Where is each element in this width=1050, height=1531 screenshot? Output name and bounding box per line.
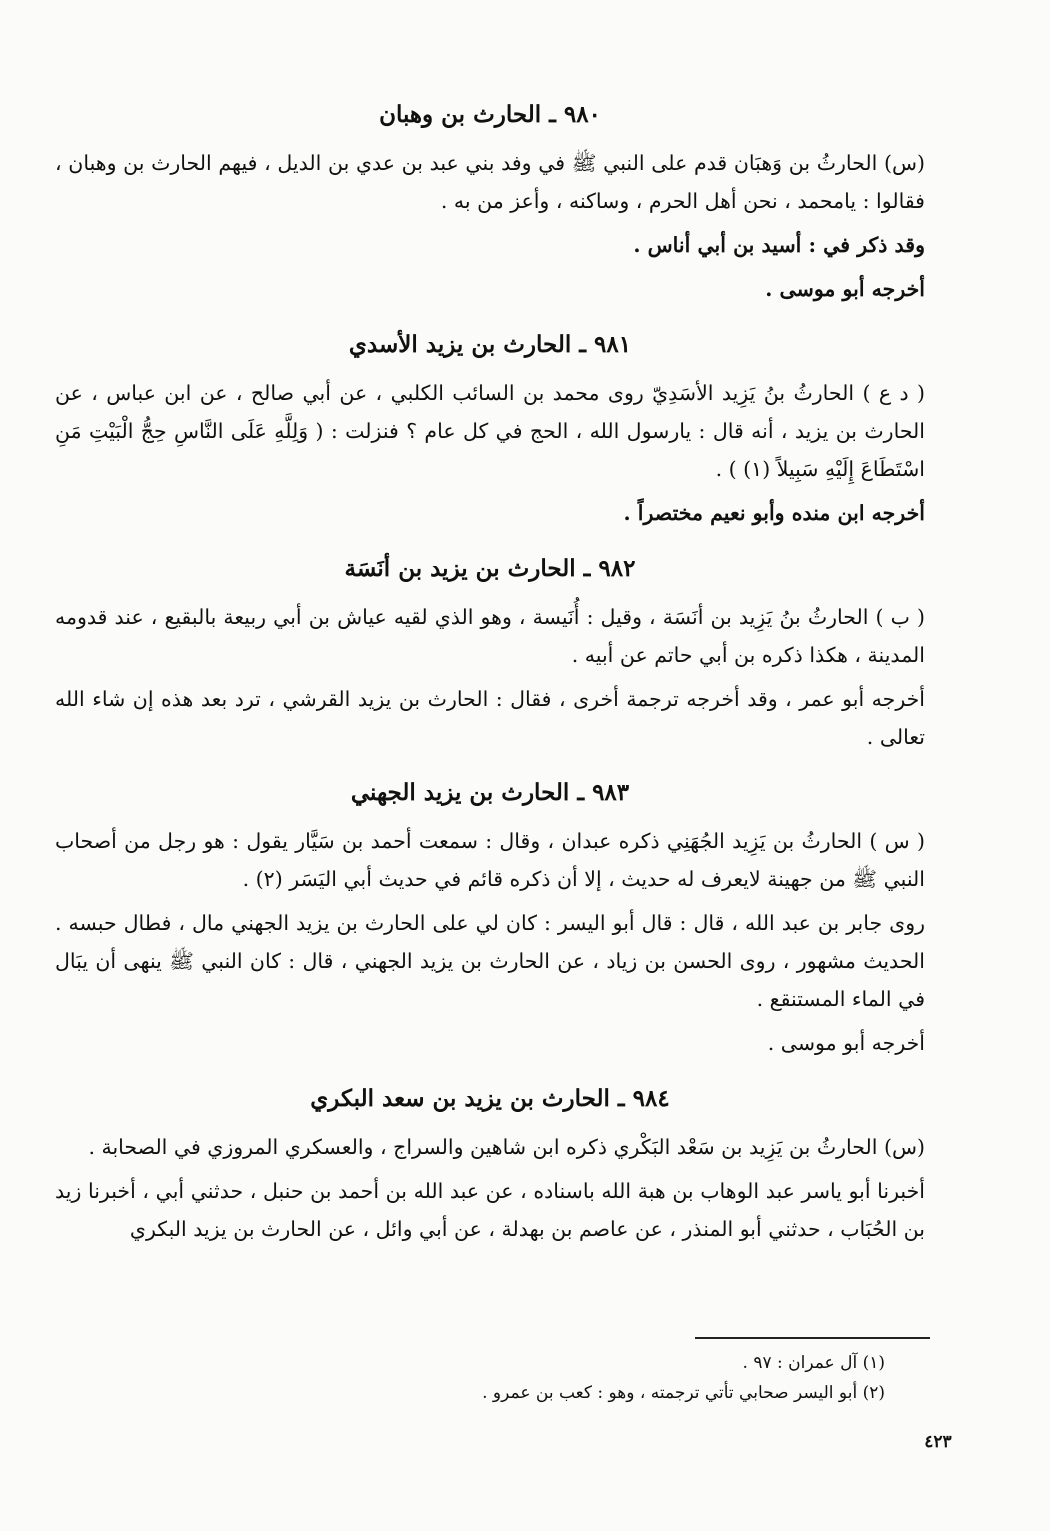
entry-paragraph: (س) الحارثُ بن وَهبَان قدم على النبي ﷺ في وفد بني عبد بن عدي بن الديل ، فيهم الحارث بن وهبان ، فقالوا : يامحمد ، نحن أهل الحرم ، وساكنه ، وأعز من به .: [55, 151, 925, 213]
entry-paragraph: ( د ع ) الحارثُ بنُ يَزِيد الأسَدِيّ روى محمد بن السائب الكلبي ، عن أبي صالح ، عن ابن عباس ، عن الحارث بن يزيد ، أنه قال : يارسول الله ، الحج في كل عام ؟ فنزلت : ( وَلِلَّهِ عَلَى النَّاسِ حِجُّ الْبَيْتِ مَنِ اسْتَطَاعَ إِلَيْهِ سَبِيلاً (١) ) .: [55, 381, 925, 481]
entry-source: أخرجه ابن منده وأبو نعيم مختصراً .: [623, 501, 925, 525]
entry-source: أخرجه أبو موسى .: [767, 1031, 925, 1055]
entry-983: [55, 778, 925, 1062]
entry-984: [55, 1084, 925, 1248]
footnote-divider: [695, 1337, 930, 1339]
entry-heading: ٩٨٠ ـ الحارث بن وهبان: [379, 101, 601, 128]
entry-heading: ٩٨١ ـ الحارث بن يزيد الأسدي: [348, 331, 632, 358]
footnotes: [300, 1348, 885, 1408]
footnote-2: (٢) أبو اليسر صحابي تأتي ترجمته ، وهو : كعب بن عمرو .: [482, 1383, 885, 1403]
entry-source: أخرجه أبو موسى .: [765, 277, 925, 301]
entry-source: أخرجه أبو عمر ، وقد أخرجه ترجمة أخرى ، فقال : الحارث بن يزيد القرشي ، ترد بعد هذه إن شاء الله تعالى .: [55, 687, 925, 749]
entry-982: [55, 554, 925, 756]
entry-heading: ٩٨٢ ـ الحارث بن يزيد بن أنَسَة: [344, 555, 636, 582]
entry-heading: ٩٨٤ ـ الحارث بن يزيد بن سعد البكري: [310, 1085, 670, 1112]
entry-paragraph: روى جابر بن عبد الله ، قال : قال أبو اليسر : كان لي على الحارث بن يزيد الجهني مال ، فطال حبسه . الحديث مشهور ، روى الحسن بن زياد ، عن الحارث بن يزيد الجهني ، قال : كان النبي ﷺ ينهى أن يبَال في الماء المستنقع .: [55, 911, 925, 1011]
entry-paragraph: ( س ) الحارثُ بن يَزِيد الجُهَنِي ذكره عبدان ، وقال : سمعت أحمد بن سَيَّار يقول : هو رجل من أصحاب النبي ﷺ من جهينة لايعرف له حديث ، إلا أن ذكره قائم في حديث أبي اليَسَر (٢) .: [55, 829, 925, 891]
footnote-1: (١) آل عمران : ٩٧ .: [742, 1353, 885, 1373]
entry-980: [55, 100, 925, 308]
main-text: [55, 100, 925, 1270]
entry-981: [55, 330, 925, 532]
entry-paragraph: (س) الحارثُ بن يَزِيد بن سَعْد البَكْري ذكره ابن شاهين والسراج ، والعسكري المروزي في الصحابة .: [88, 1135, 925, 1159]
entry-heading: ٩٨٣ ـ الحارث بن يزيد الجهني: [350, 779, 630, 806]
entry-paragraph: وقد ذكر في : أسيد بن أبي أناس .: [633, 233, 925, 257]
entry-paragraph: ( ب ) الحارثُ بنُ يَزِيد بن أنَسَة ، وقيل : أُنَيسة ، وهو الذي لقيه عياش بن أبي ربيعة بالبقيع ، عند قدومه المدينة ، هكذا ذكره بن أبي حاتم عن أبيه .: [55, 605, 925, 667]
page-number: ٤٢٣: [924, 1432, 952, 1452]
entry-paragraph: أخبرنا أبو ياسر عبد الوهاب بن هبة الله باسناده ، عن عبد الله بن أحمد بن حنبل ، حدثني أبي ، أخبرنا زيد بن الحُبَاب ، حدثني أبو المنذر ، عن عاصم بن بهدلة ، عن أبي وائل ، عن الحارث بن يزيد البكري: [55, 1179, 925, 1241]
